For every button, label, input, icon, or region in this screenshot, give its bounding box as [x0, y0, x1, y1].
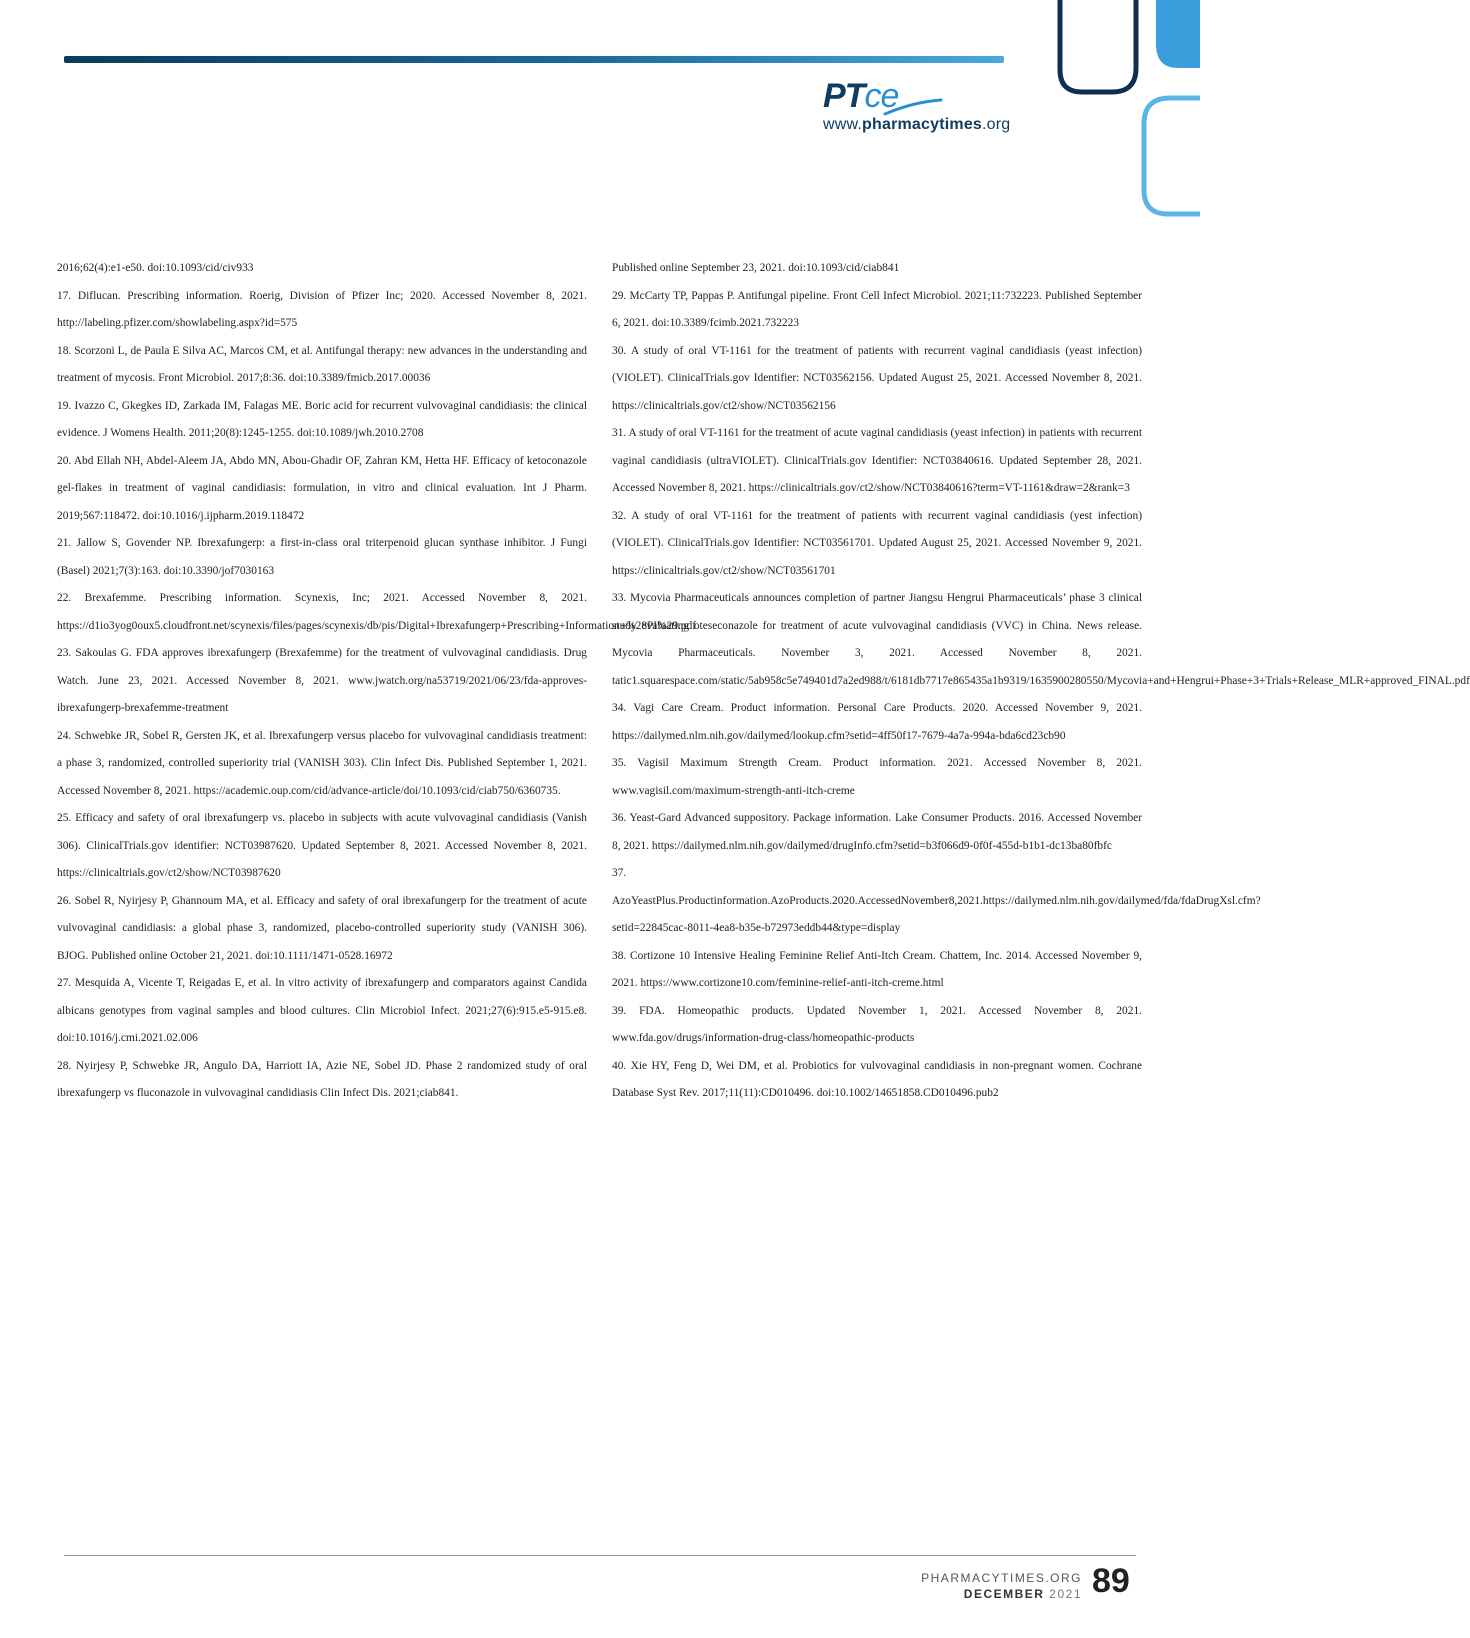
- reference-item: 25. Efficacy and safety of oral ibrexafungerp vs. placebo in subjects with acute vulvovaginal candidiasis (Vanish 306). ClinicalTrials.gov identifier: NCT03987620. Updated September 8, 2021. Accessed November 8, 2021. https://clinicaltrials.gov/ct2/show/NCT03987620: [57, 812, 587, 879]
- footer-site: PHARMACYTIMES.ORG: [921, 1571, 1082, 1585]
- reference-item: 30. A study of oral VT-1161 for the treatment of patients with recurrent vaginal candidiasis (yeast infection) (VIOLET). ClinicalTrials.gov Identifier: NCT03562156. Updated August 25, 2021. Accessed November 8, 2021. https://clinicaltrials.gov/ct2/show/NCT03562156: [612, 344, 1142, 412]
- page-number: 89: [1092, 1562, 1130, 1600]
- reference-item: 35. Vagisil Maximum Strength Cream. Product information. 2021. Accessed November 8, 2021. www.vagisil.com/maximum-strength-anti-itch-creme: [612, 757, 1142, 797]
- reference-item: 29. McCarty TP, Pappas P. Antifungal pipeline. Front Cell Infect Microbiol. 2021;11:732223. Published September 6, 2021. doi:10.3389/fcimb.2021.732223: [612, 289, 1142, 329]
- reference-item: 40. Xie HY, Feng D, Wei DM, et al. Probiotics for vulvovaginal candidiasis in non-pregnant women. Cochrane Database Syst Rev. 2017;11(11):CD010496. doi:10.1002/14651858.CD010496.pub2: [612, 1059, 1142, 1099]
- logo-url: www.pharmacytimes.org: [823, 116, 1011, 133]
- footer-year: 2021: [1049, 1587, 1082, 1601]
- references-left-column: [57, 255, 697, 1108]
- reference-item: 19. Ivazzo C, Gkegkes ID, Zarkada IM, Falagas ME. Boric acid for recurrent vulvovaginal candidiasis: the clinical evidence. J Womens Health. 2011;20(8):1245-1255. doi:10.1089/jwh.2010.2708: [57, 399, 587, 439]
- footer-date: [921, 1586, 1082, 1602]
- reference-item: Published online September 23, 2021. doi:10.1093/cid/ciab841: [612, 262, 900, 274]
- reference-item: 18. Scorzoni L, de Paula E Silva AC, Marcos CM, et al. Antifungal therapy: new advances in the understanding and treatment of mycosis. Front Microbiol. 2017;8:36. doi:10.3389/fmicb.2017.00036: [57, 344, 587, 384]
- footer-rule: [64, 1555, 1136, 1556]
- reference-item: 17. Diflucan. Prescribing information. Roerig, Division of Pfizer Inc; 2020. Accessed November 8, 2021. http://labeling.pfizer.com/showlabeling.aspx?id=575: [57, 289, 587, 329]
- reference-item: 22. Brexafemme. Prescribing information. Scynexis, Inc; 2021. Accessed November 8, 2021. https://d1io3yog0oux5.cloudfront.net/scynexis/files/pages/scynexis/db/pis/Digital+Ibrexafungerp+Prescribing+Information+%28PI%29.pdf: [57, 592, 697, 632]
- logo-swoosh-icon: [883, 96, 943, 118]
- reference-item: 20. Abd Ellah NH, Abdel-Aleem JA, Abdo MN, Abou-Ghadir OF, Zahran KM, Hetta HF. Efficacy of ketoconazole gel-flakes in treatment of vaginal candidiasis: formulation, in vitro and clinical evaluation. Int J Pharm. 2019;567:118472. doi:10.1016/j.ijpharm.2019.118472: [57, 454, 587, 522]
- reference-item: 34. Vagi Care Cream. Product information. Personal Care Products. 2020. Accessed November 9, 2021. https://dailymed.nlm.nih.gov/dailymed/lookup.cfm?setid=4ff50f17-7679-4a7a-994a-bda6cd23cb90: [612, 702, 1142, 742]
- footer-month: DECEMBER: [963, 1587, 1045, 1601]
- reference-item: 38. Cortizone 10 Intensive Healing Feminine Relief Anti-Itch Cream. Chattem, Inc. 2014. Accessed November 9, 2021. https://www.cortizone10.com/feminine-relief-anti-itch-creme.html: [612, 949, 1142, 989]
- reference-item: 26. Sobel R, Nyirjesy P, Ghannoum MA, et al. Efficacy and safety of oral ibrexafungerp for the treatment of acute vulvovaginal candidiasis: a global phase 3, randomized, placebo-controlled superiority study (VANISH 306). BJOG. Published online October 21, 2021. doi:10.1111/1471-0528.16972: [57, 894, 587, 962]
- reference-item: 2016;62(4):e1-e50. doi:10.1093/cid/civ933: [57, 262, 254, 274]
- reference-item: 33. Mycovia Pharmaceuticals announces completion of partner Jiangsu Hengrui Pharmaceuticals’ phase 3 clinical study evaluating oteseconazole for treatment of acute vulvovaginal candidiasis (VVC) in China. News release. Mycovia Pharmaceuticals. November 3, 2021. Accessed November 8, 2021. tatic1.squarespace.com/static/5ab958c5e749401d7a2ed988/t/6181db7717e865435a1b9319/1635900280550/Mycovia+and+Hengrui+Phase+3+Trials+Release_MLR+approved_FINAL.pdf: [612, 592, 1470, 687]
- reference-item: 31. A study of oral VT-1161 for the treatment of acute vaginal candidiasis (yeast infection) in patients with recurrent vaginal candidiasis (ultraVIOLET). ClinicalTrials.gov Identifier: NCT03840616. Updated September 28, 2021. Accessed November 8, 2021. https://clinicaltrials.gov/ct2/show/NCT03840616?term=VT-1161&draw=2&rank=3: [612, 427, 1142, 494]
- logo-mark: PTce: [823, 77, 899, 115]
- reference-item: 24. Schwebke JR, Sobel R, Gersten JK, et al. Ibrexafungerp versus placebo for vulvovaginal candidiasis treatment: a phase 3, randomized, controlled superiority trial (VANISH 303). Clin Infect Dis. Published September 1, 2021. Accessed November 8, 2021. https://academic.oup.com/cid/advance-article/doi/10.1093/cid/ciab750/6360735.: [57, 729, 587, 797]
- header-rule: [64, 56, 1004, 63]
- reference-item: 32. A study of oral VT-1161 for the treatment of patients with recurrent vaginal candidiasis (yest infection) (VIOLET). ClinicalTrials.gov Identifier: NCT03561701. Updated August 25, 2021. Accessed November 9, 2021. https://clinicaltrials.gov/ct2/show/NCT03561701: [612, 509, 1142, 577]
- reference-item: 39. FDA. Homeopathic products. Updated November 1, 2021. Accessed November 8, 2021. www.fda.gov/drugs/information-drug-class/homeopathic-products: [612, 1004, 1142, 1044]
- reference-item: 36. Yeast-Gard Advanced suppository. Package information. Lake Consumer Products. 2016. Accessed November 8, 2021. https://dailymed.nlm.nih.gov/dailymed/drugInfo.cfm?setid=b3f066d9-0f0f-455d-b1b1-dc13ba80fbfc: [612, 812, 1142, 852]
- reference-item: 23. Sakoulas G. FDA approves ibrexafungerp (Brexafemme) for the treatment of vulvovaginal candidiasis. Drug Watch. June 23, 2021. Accessed November 8, 2021. www.jwatch.org/na53719/2021/06/23/fda-approves-ibrexafungerp-brexafemme-treatment: [57, 647, 587, 714]
- references-right-column: [612, 255, 1470, 1108]
- ptce-logo[interactable]: [823, 78, 1023, 134]
- reference-item: 28. Nyirjesy P, Schwebke JR, Angulo DA, Harriott IA, Azie NE, Sobel JD. Phase 2 randomized study of oral ibrexafungerp vs fluconazole in vulvovaginal candidiasis Clin Infect Dis. 2021;ciab841.: [57, 1059, 587, 1099]
- reference-item: 21. Jallow S, Govender NP. Ibrexafungerp: a first-in-class oral triterpenoid glucan synthase inhibitor. J Fungi (Basel) 2021;7(3):163. doi:10.3390/jof7030163: [57, 537, 587, 577]
- footer-info: [921, 1570, 1082, 1602]
- reference-item: 37. AzoYeastPlus.Productinformation.AzoProducts.2020.AccessedNovember8,2021.https://dailymed.nlm.nih.gov/dailymed/fda/fdaDrugXsl.cfm?setid=22845cac-8011-4ea8-b35e-b72973eddb44&type=display: [612, 867, 1261, 934]
- reference-item: 27. Mesquida A, Vicente T, Reigadas E, et al. In vitro activity of ibrexafungerp and comparators against Candida albicans genotypes from vaginal samples and blood cultures. Clin Microbiol Infect. 2021;27(6):915.e5-915.e8. doi:10.1016/j.cmi.2021.02.006: [57, 977, 587, 1044]
